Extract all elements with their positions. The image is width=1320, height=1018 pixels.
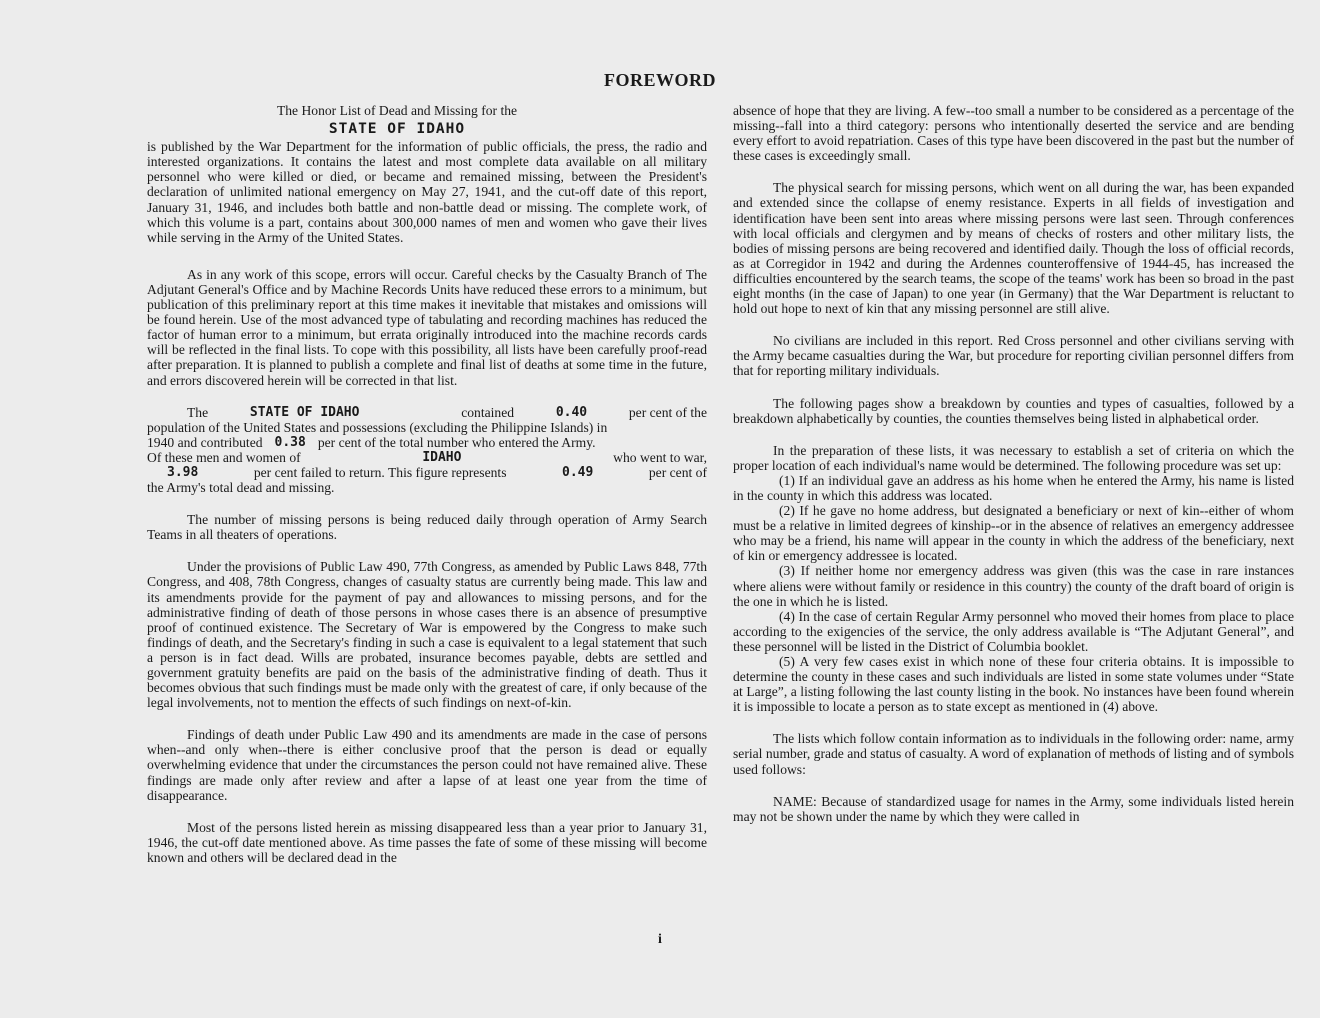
paragraph: The following pages show a breakdown by counties and types of casualties, followed by a breakdown alphabetically by counties, the counties themselves being listed in alphabetical order.: [733, 395, 1294, 426]
stats-text: per cent of the: [628, 404, 707, 420]
paragraph: The number of missing persons is being reduced daily through operation of Army Search Teams in all theaters of operations.: [147, 512, 707, 543]
list-item: (1) If an individual gave an address as his home when he entered the Army, his name is listed in the county in which this address was located.: [733, 472, 1294, 503]
intro-line: The Honor List of Dead and Missing for the: [276, 103, 518, 118]
stats-text: who went to war,: [613, 449, 707, 465]
stats-line: population of the United States and possessions (excluding the Philippine Islands) in: [147, 419, 608, 435]
list-item: (2) If he gave no home address, but designated a beneficiary or next of kin--either of whom must be a relative in limited degrees of kinship--or in the absence of relatives an emergency addressee who may be a friend, his name will appear in the county in which the address of the beneficiary, next of kin or emergency addressee is located.: [733, 503, 1294, 564]
paragraph: In the preparation of these lists, it was necessary to establish a set of criteria on which the proper location of each individual's name would be determined. The following procedure was set up:: [733, 442, 1294, 473]
stats-text: The: [187, 404, 209, 420]
total-percent-field: 0.49: [562, 464, 594, 480]
stats-line: the Army's total dead and missing.: [147, 480, 335, 496]
army-percent-field: 0.38: [274, 434, 306, 450]
state-heading: STATE OF IDAHO: [328, 121, 466, 138]
paragraph: As in any work of this scope, errors will occur. Careful checks by the Casualty Branch of The Adjutant General's Office and by Machine Records Units have reduced these errors to a minimum, but publication of this preliminary report at this time makes it inevitable that mistakes and omissions will be found herein. Use of the most advanced type of tabulating and recording machines has reduced the factor of human error to a minimum, but errata originally introduced into the machine records cards will be reflected in the final lists. To cope with this possibility, all lists have been carefully proof-read after preparation. It is planned to publish a complete and final list of deaths at some time in the future, and errors discovered herein will be corrected in that list.: [147, 266, 707, 388]
left-column: [147, 103, 707, 865]
stats-line: [147, 435, 707, 450]
paragraph: The lists which follow contain information as to individuals in the following order: name, army serial number, grade and status of casualty. A word of explanation of methods of listing and of symbols used follows:: [733, 731, 1294, 777]
stats-line: [147, 405, 707, 420]
stats-line: [147, 465, 707, 480]
right-column: [733, 103, 1294, 824]
paragraph: The physical search for missing persons, which went on all during the war, has been expanded and extended since the collapse of enemy resistance. Experts in all fields of investigation and identification have been sent into areas where missing persons were last seen. Through conferences with local officials and clergymen and by means of checks of rosters and other military lists, the bodies of missing persons are being recovered and identified daily. Though the loss of official records, as at Corregidor in 1942 and during the Ardennes counteroffensive of 1944-45, has increased the difficulties encountered by the search teams, the scope of the teams' work has been so broad in the past eight months (in the case of Japan) to one year (in Germany) that the War Department is reluctant to hold out hope to next of kin that any missing personnel are still alive.: [733, 180, 1294, 317]
paragraph: Most of the persons listed herein as missing disappeared less than a year prior to January 31, 1946, the cut-off date mentioned above. As time passes the fate of some of these missing will become known and others will be declared dead in the: [147, 819, 707, 865]
state-short-field: IDAHO: [422, 449, 462, 465]
state-name-field: STATE OF IDAHO: [249, 404, 360, 420]
stats-line: [147, 450, 707, 465]
statistics-paragraph: [147, 405, 707, 496]
population-percent-field: 0.40: [555, 404, 588, 420]
list-item: (5) A very few cases exist in which none of these four criteria obtains. It is impossible to determine the county in these cases and such individuals are listed in some state volumes under “State at Large”, a listing following the last county listing in the book. No instances have been found wherein it is impossible to locate a person as to state except as mentioned in (4) above.: [733, 654, 1294, 715]
paragraph: Findings of death under Public Law 490 and its amendments are made in the case of persons when--and only when--there is either conclusive proof that the person is dead or equally overwhelming evidence that under the circumstances the person could not have remained alive. These findings are made only after review and after a lapse of at least one year from the time of disappearance.: [147, 727, 707, 803]
page-title: FOREWORD: [604, 70, 716, 90]
failed-percent-field: 3.98: [167, 464, 199, 480]
paragraph: absence of hope that they are living. A few--too small a number to be considered as a percentage of the missing--fall into a third category: persons who intentionally deserted the service and are bending every effort to avoid repatriation. Cases of this type have been discovered in the past but the number of these cases is exceedingly small.: [733, 103, 1294, 164]
stats-text: Of these men and women of: [147, 449, 301, 465]
list-item: (4) In the case of certain Regular Army personnel who moved their homes from place to place according to the exigencies of the service, the only address available is “The Adjutant General”, and these personnel will be listed in the District of Columbia booklet.: [733, 608, 1294, 654]
stats-text: per cent of the total number who entered the Army.: [317, 434, 596, 450]
paragraph: No civilians are included in this report. Red Cross personnel and other civilians serving with the Army became casualties during the War, but procedure for reporting civilian personnel differs from that for reporting military individuals.: [733, 333, 1294, 379]
stats-text: per cent of: [648, 464, 707, 480]
page-number: i: [658, 932, 662, 947]
stats-text: per cent failed to return. This figure represents: [253, 464, 507, 480]
paragraph: is published by the War Department for the information of public officials, the press, the radio and interested organizations. It contains the latest and most complete data available on all military personnel who were killed or died, or became and remained missing, between the President's declaration of unlimited national emergency on May 27, 1941, and the cut-off date of this report, January 31, 1946, and includes both battle and non-battle dead or missing. The complete work, of which this volume is a part, contains about 300,000 names of men and women who gave their lives while serving in the Army of the United States.: [147, 139, 707, 245]
paragraph: Under the provisions of Public Law 490, 77th Congress, as amended by Public Laws 848, 77th Congress, and 408, 78th Congress, changes of casualty status are currently being made. This law and its amendments provide for the payment of pay and allowances to missing persons, and for the administrative finding of death of those persons in whose cases there is an absence of presumptive proof of continued existence. The Secretary of War is empowered by the Congress to make such findings of death, and the Secretary's finding in such a case is equivalent to a legal statement that such a person is in fact dead. Wills are probated, insurance becomes payable, debts are settled and government gratuity benefits are paid on the basis of the administrative finding of death. Thus it becomes obvious that such findings must be made only with the greatest of care, if only because of the legal involvements, not to mention the effects of such findings on next-of-kin.: [147, 559, 707, 711]
stats-text: contained: [461, 404, 515, 420]
list-item: (3) If neither home nor emergency address was given (this was the case in rare instances where aliens were without family or residence in this country) the county of the draft board of origin is the one in which he is listed.: [733, 563, 1294, 609]
paragraph: NAME: Because of standardized usage for names in the Army, some individuals listed herein may not be shown under the name by which they were called in: [733, 793, 1294, 824]
stats-text: 1940 and contributed: [147, 434, 263, 450]
